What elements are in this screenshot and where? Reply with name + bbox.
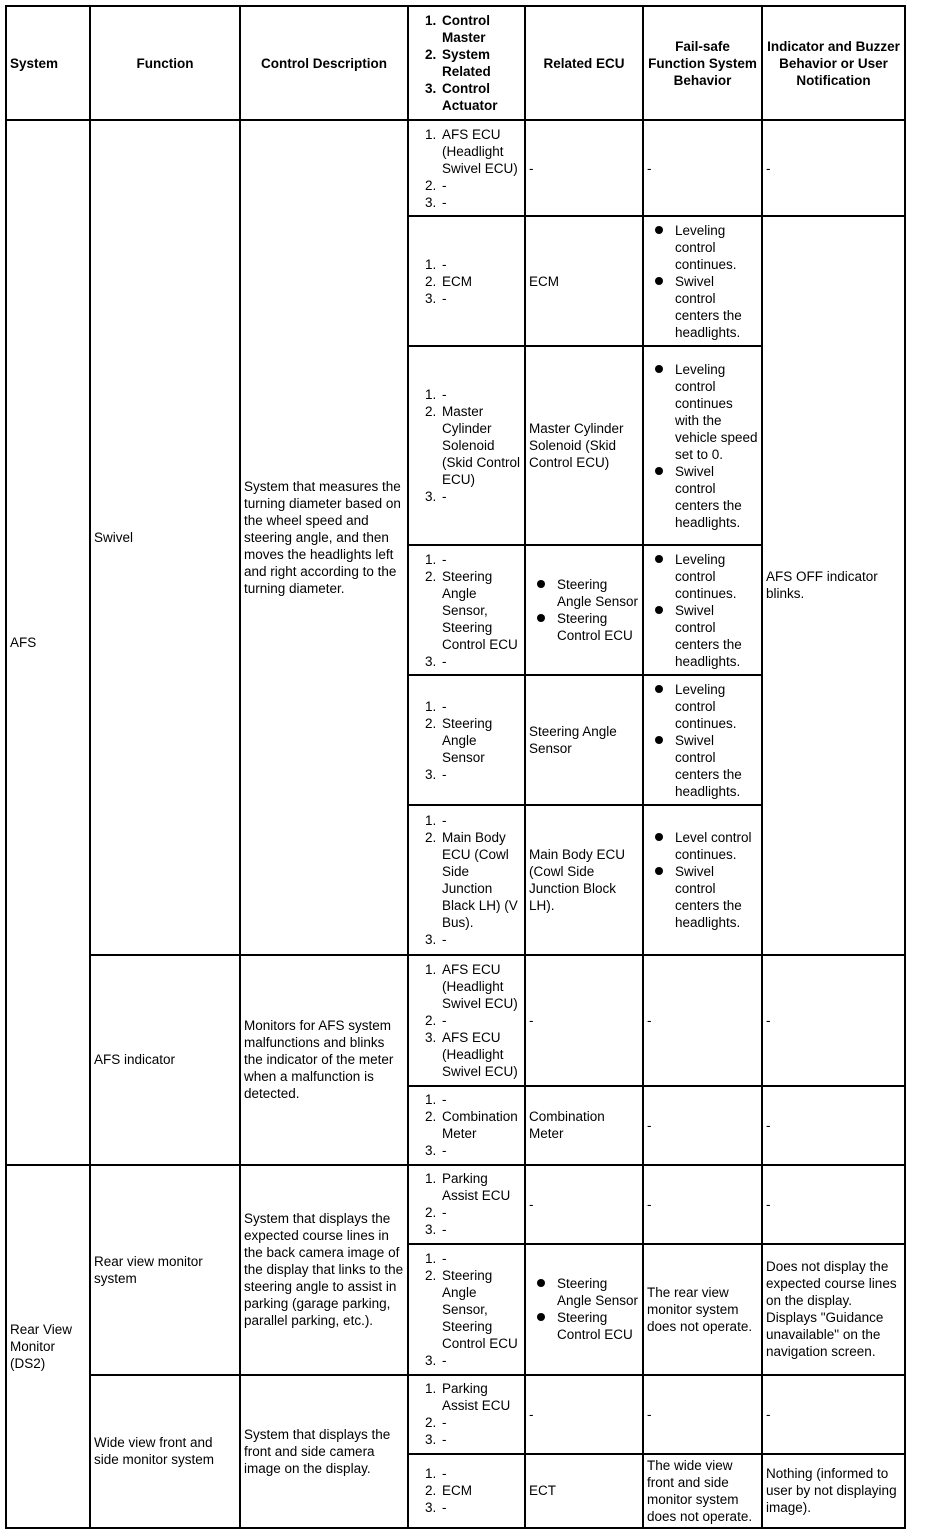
failsafe (643, 805, 762, 954)
system-related: 2. Steering Angle Sensor, Steering Control ECU (440, 1267, 521, 1352)
control-master: 1. - (440, 256, 521, 273)
system-related: 2. - (440, 1012, 521, 1029)
failsafe-item: Swivel control centers the headlights. (675, 273, 758, 341)
related-ecu: - (525, 1165, 643, 1244)
control-cell (408, 120, 525, 216)
control-master: 1. - (440, 386, 521, 403)
failsafe (643, 216, 762, 346)
header-system: System (6, 6, 90, 120)
ecu-item: Steering Angle Sensor (557, 577, 639, 610)
control-master: 1. - (440, 1250, 521, 1267)
control-actuator: 3. - (440, 194, 521, 211)
system-related: 2. - (440, 177, 521, 194)
control-actuator: 3. - (440, 931, 521, 948)
control-cell (408, 545, 525, 675)
control-cell (408, 1375, 525, 1454)
control-master: 1. AFS ECU (Headlight Swivel ECU) (440, 961, 521, 1012)
failsafe: - (643, 1165, 762, 1244)
system-related: 2. Steering Angle Sensor, Steering Control ECU (440, 568, 521, 653)
ecu-item: Steering Control ECU (557, 610, 639, 644)
indicator: - (762, 120, 905, 216)
header-indicator: Indicator and Buzzer Behavior or User Notification (762, 6, 905, 120)
failsafe: The rear view monitor system does not operate. (643, 1244, 762, 1375)
control-master: 1. Parking Assist ECU (440, 1170, 521, 1204)
table-row (6, 955, 905, 1086)
control-actuator: 3. - (440, 653, 521, 670)
control-actuator: 3. - (440, 1499, 521, 1516)
system-related: 2. ECM (440, 273, 521, 290)
system-related: 2. - (440, 1414, 521, 1431)
header-row (6, 6, 905, 120)
control-master: 1. AFS ECU (Headlight Swivel ECU) (440, 126, 521, 177)
table-row (6, 1165, 905, 1244)
failsafe-item: Leveling control continues. (675, 551, 758, 602)
control-master: 1. - (440, 1465, 521, 1482)
system-related: 2. - (440, 1204, 521, 1221)
related-ecu: Main Body ECU (Cowl Side Junction Block LH). (525, 805, 643, 954)
system-rear-view-monitor: Rear View Monitor (DS2) (6, 1165, 90, 1528)
control-actuator: 3. - (440, 488, 521, 505)
related-ecu (525, 1244, 643, 1375)
control-cell (408, 675, 525, 805)
header-control-items (408, 6, 525, 120)
control-master: 1. - (440, 812, 521, 829)
control-cell (408, 805, 525, 954)
description-rear-view: System that displays the expected course lines in the back camera image of the display that links to the steering angle to assist in parking (garage parking, parallel parking, etc.). (240, 1165, 408, 1375)
failsafe-item: Swivel control centers the headlights. (675, 732, 758, 800)
failsafe: - (643, 1086, 762, 1165)
related-ecu: Master Cylinder Solenoid (Skid Control ECU) (525, 346, 643, 545)
failsafe (643, 346, 762, 545)
related-ecu: - (525, 120, 643, 216)
failsafe-item: Swivel control centers the headlights. (675, 463, 758, 531)
control-master: 1. - (440, 698, 521, 715)
function-wide-view: Wide view front and side monitor system (90, 1375, 240, 1528)
control-actuator: 3. - (440, 1352, 521, 1369)
function-afs-indicator: AFS indicator (90, 955, 240, 1165)
control-cell (408, 1454, 525, 1528)
system-related: 2. Combination Meter (440, 1108, 521, 1142)
header-failsafe: Fail-safe Function System Behavior (643, 6, 762, 120)
table-row (6, 120, 905, 216)
control-master: 1. - (440, 551, 521, 568)
header-function: Function (90, 6, 240, 120)
indicator: - (762, 1375, 905, 1454)
function-rear-view: Rear view monitor system (90, 1165, 240, 1375)
control-actuator: 3. - (440, 290, 521, 307)
failsafe: - (643, 955, 762, 1086)
system-related: 2. Main Body ECU (Cowl Side Junction Black LH) (V Bus). (440, 829, 521, 931)
related-ecu: - (525, 955, 643, 1086)
indicator: - (762, 1086, 905, 1165)
system-related: 2. Steering Angle Sensor (440, 715, 521, 766)
description-afs-indicator: Monitors for AFS system malfunctions and blinks the indicator of the meter when a malfunction is detected. (240, 955, 408, 1165)
system-related: 2. Master Cylinder Solenoid (Skid Control ECU) (440, 403, 521, 488)
header-related-ecu: Related ECU (525, 6, 643, 120)
related-ecu: Combination Meter (525, 1086, 643, 1165)
header-control-description: Control Description (240, 6, 408, 120)
failsafe-item: Swivel control centers the headlights. (675, 602, 758, 670)
indicator: Does not display the expected course lines on the display. Displays "Guidance unavailable" on the navigation screen. (762, 1244, 905, 1375)
related-ecu: Steering Angle Sensor (525, 675, 643, 805)
control-master: 1. Parking Assist ECU (440, 1380, 521, 1414)
control-cell (408, 1165, 525, 1244)
failsafe: - (643, 120, 762, 216)
control-cell (408, 346, 525, 545)
related-ecu: ECT (525, 1454, 643, 1528)
header-system-related: 2. System Related (440, 46, 521, 80)
indicator: - (762, 1165, 905, 1244)
failsafe (643, 675, 762, 805)
function-swivel: Swivel (90, 120, 240, 955)
control-cell (408, 216, 525, 346)
header-control-master: 1. Control Master (440, 12, 521, 46)
failsafe-item: Swivel control centers the headlights. (675, 863, 758, 931)
ecu-item: Steering Angle Sensor (557, 1276, 639, 1309)
control-actuator: 3. - (440, 1221, 521, 1238)
system-afs: AFS (6, 120, 90, 1165)
indicator-swivel: AFS OFF indicator blinks. (762, 216, 905, 954)
ecu-item: Steering Control ECU (557, 1309, 639, 1343)
failsafe-item: Leveling control continues. (675, 222, 758, 273)
control-actuator: 3. - (440, 1431, 521, 1448)
indicator: - (762, 955, 905, 1086)
indicator: Nothing (informed to user by not displaying image). (762, 1454, 905, 1528)
failsafe-item: Level control continues. (675, 829, 758, 863)
failsafe-item: Leveling control continues with the vehicle speed set to 0. (675, 361, 758, 462)
control-cell (408, 955, 525, 1086)
control-actuator: 3. - (440, 1142, 521, 1159)
header-control-actuator: 3. Control Actuator (440, 80, 521, 114)
system-control-table (5, 5, 906, 1529)
failsafe-item: Leveling control continues. (675, 681, 758, 732)
description-wide-view: System that displays the front and side camera image on the display. (240, 1375, 408, 1528)
control-actuator: 3. AFS ECU (Headlight Swivel ECU) (440, 1029, 521, 1080)
related-ecu: - (525, 1375, 643, 1454)
description-swivel: System that measures the turning diameter based on the wheel speed and steering angle, and then moves the headlights left and right according to the turning diameter. (240, 120, 408, 955)
table-row (6, 1375, 905, 1454)
control-cell (408, 1244, 525, 1375)
related-ecu: ECM (525, 216, 643, 346)
failsafe: The wide view front and side monitor system does not operate. (643, 1454, 762, 1528)
control-actuator: 3. - (440, 766, 521, 783)
control-master: 1. - (440, 1091, 521, 1108)
control-cell (408, 1086, 525, 1165)
failsafe: - (643, 1375, 762, 1454)
related-ecu (525, 545, 643, 675)
system-related: 2. ECM (440, 1482, 521, 1499)
failsafe (643, 545, 762, 675)
